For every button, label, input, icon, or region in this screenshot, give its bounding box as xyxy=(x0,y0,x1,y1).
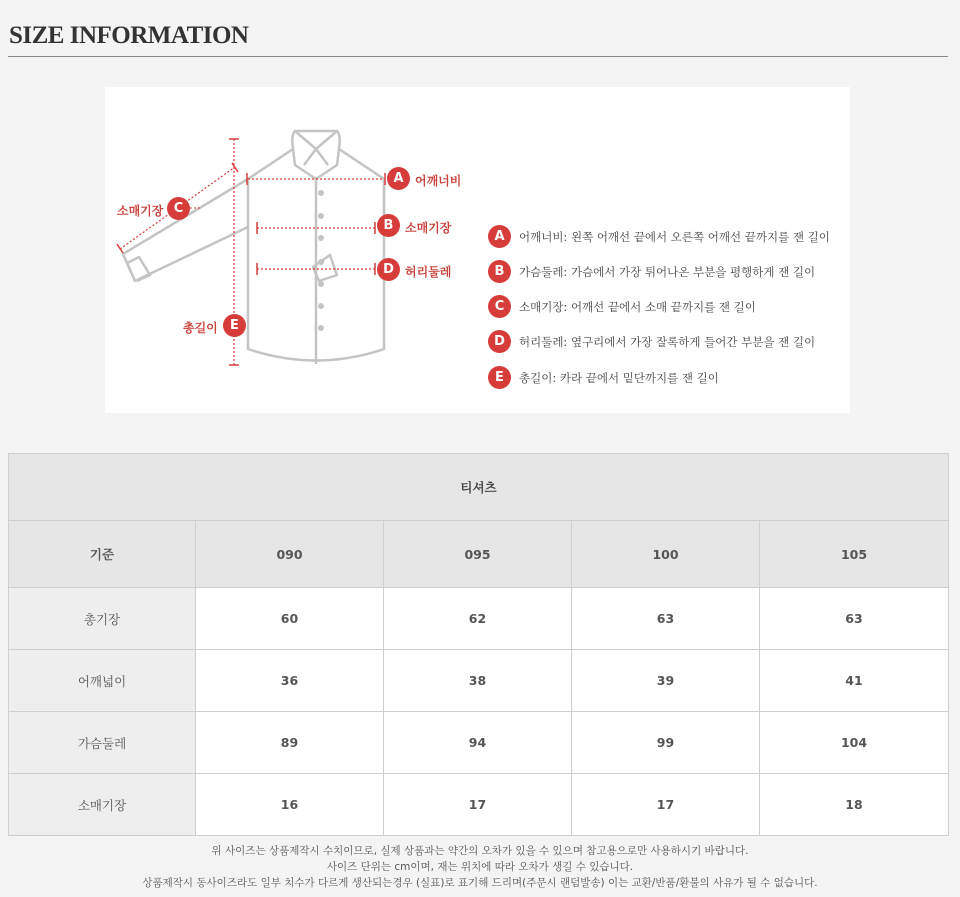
note-line: 사이즈 단위는 cm이며, 재는 위치에 따라 오차가 생길 수 있습니다. xyxy=(326,861,634,873)
legend-b-marker: B xyxy=(488,260,511,283)
page-title: SIZE INFORMATION xyxy=(9,22,249,49)
table-cell: 39 xyxy=(572,650,760,712)
legend-c-marker: C xyxy=(488,295,511,318)
table-cell: 16 xyxy=(196,774,384,836)
callout-e-label: 총길이 xyxy=(183,321,218,335)
size-diagram-panel xyxy=(105,87,850,413)
callout-b-marker: B xyxy=(377,214,400,237)
title-divider xyxy=(8,56,948,57)
table-header-row xyxy=(9,521,949,588)
header-cell: 095 xyxy=(384,521,572,588)
table-cell: 99 xyxy=(572,712,760,774)
callout-d-marker: D xyxy=(377,258,400,281)
callout-a-label: 어깨너비 xyxy=(415,174,462,188)
table-cell: 17 xyxy=(572,774,760,836)
legend-a-text: 어깨너비: 왼쪽 어깨선 끝에서 오른쪽 어깨선 끝까지를 잰 길이 xyxy=(519,230,830,244)
row-label: 가슴둘레 xyxy=(9,712,196,774)
legend-e-text: 총길이: 카라 끝에서 밑단까지를 잰 길이 xyxy=(519,371,719,385)
legend-c-text: 소매기장: 어깨선 끝에서 소매 끝까지를 잰 길이 xyxy=(519,300,756,314)
size-table xyxy=(8,453,949,836)
callout-c-label: 소매기장 xyxy=(117,204,164,218)
table-row xyxy=(9,774,949,836)
shirt-outline-icon xyxy=(123,131,384,364)
callout-d-label: 허리둘레 xyxy=(405,265,452,279)
table-cell: 104 xyxy=(760,712,949,774)
table-cell: 38 xyxy=(384,650,572,712)
callout-e-marker: E xyxy=(223,314,246,337)
callout-b-label: 소매기장 xyxy=(405,221,452,235)
row-label: 총기장 xyxy=(9,588,196,650)
shirt-diagram xyxy=(105,87,850,413)
table-cell: 41 xyxy=(760,650,949,712)
table-row xyxy=(9,650,949,712)
shirt-buttons xyxy=(318,190,324,331)
size-notes xyxy=(0,843,960,891)
header-cell: 105 xyxy=(760,521,949,588)
table-cell: 60 xyxy=(196,588,384,650)
row-label: 소매기장 xyxy=(9,774,196,836)
legend-d-marker: D xyxy=(488,330,511,353)
callout-a-marker: A xyxy=(387,167,410,190)
row-label: 어깨넓이 xyxy=(9,650,196,712)
note-line: 위 사이즈는 상품제작시 수치이므로, 실제 상품과는 약간의 오차가 있을 수 있으며 참고용으로만 사용하시기 바랍니다. xyxy=(211,845,749,857)
table-cell: 89 xyxy=(196,712,384,774)
table-row xyxy=(9,588,949,650)
callout-c-marker: C xyxy=(167,197,190,220)
measure-ticks xyxy=(117,139,385,365)
table-cell: 94 xyxy=(384,712,572,774)
legend-b-text: 가슴둘레: 가슴에서 가장 튀어나온 부분을 평행하게 잰 길이 xyxy=(519,265,816,279)
header-cell: 090 xyxy=(196,521,384,588)
table-cell: 36 xyxy=(196,650,384,712)
table-cell: 18 xyxy=(760,774,949,836)
table-caption: 티셔츠 xyxy=(9,454,949,521)
header-cell: 100 xyxy=(572,521,760,588)
table-cell: 17 xyxy=(384,774,572,836)
callout-leaders xyxy=(176,208,234,325)
table-cell: 62 xyxy=(384,588,572,650)
table-cell: 63 xyxy=(760,588,949,650)
header-cell: 기준 xyxy=(9,521,196,588)
measure-lines xyxy=(120,139,384,365)
legend-d-text: 허리둘레: 옆구리에서 가장 잘록하게 들어간 부분을 잰 길이 xyxy=(519,335,816,349)
table-cell: 63 xyxy=(572,588,760,650)
legend-e-marker: E xyxy=(488,366,511,389)
table-row xyxy=(9,712,949,774)
legend-a-marker: A xyxy=(488,225,511,248)
note-line: 상품제작시 동사이즈라도 일부 치수가 다르게 생산되는경우 (실표)로 표기해 드리며(주문시 랜덤발송) 이는 교환/반품/환불의 사유가 될 수 없습니다. xyxy=(142,877,818,889)
